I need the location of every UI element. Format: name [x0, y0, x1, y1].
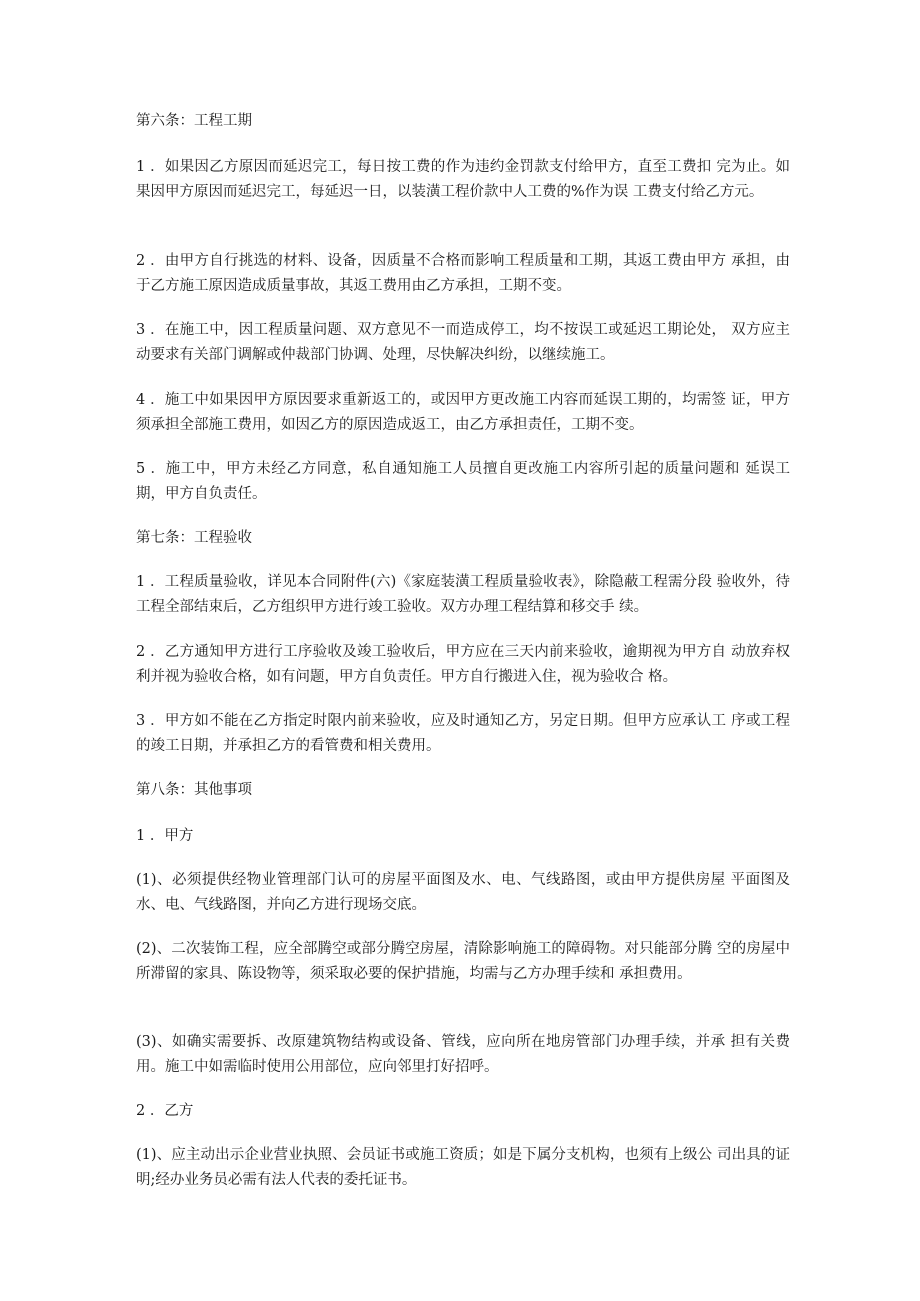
- clause-8-1-item-2: (2)、二次装饰工程，应全部腾空或部分腾空房屋，清除影响施工的障碍物。对只能部分腾 空的房屋中所滞留的家具、陈设物等，须采取必要的保护措施，均需与乙方办理手续和 承担费用。: [136, 941, 790, 982]
- section-heading-8: 第八条：其他事项: [136, 782, 252, 798]
- clause-8-1-item-1: (1)、必须提供经物业管理部门认可的房屋平面图及水、电、气线路图，或由甲方提供房屋 平面图及水、电、气线路图，并向乙方进行现场交底。: [136, 872, 790, 913]
- clause-7-1: 1 ．工程质量验收，详见本合同附件(六)《家庭装潢工程质量验收表》，除隐蔽工程需分段 验收外，待工程全部结束后，乙方组织甲方进行竣工验收。双方办理工程结算和移交手 续。: [136, 574, 790, 615]
- clause-8-2-title: 2 ．乙方: [136, 1103, 194, 1119]
- clause-6-2: 2 ．由甲方自行挑选的材料、设备，因质量不合格而影响工程质量和工期，其返工费由甲方 承担，由于乙方施工原因造成质量事故，其返工费用由乙方承担，工期不变。: [136, 253, 790, 294]
- section-heading-6: 第六条：工程工期: [136, 113, 252, 129]
- clause-8-1-title: 1 ．甲方: [136, 828, 194, 844]
- clause-6-5: 5 ．施工中，甲方未经乙方同意，私自通知施工人员擅自更改施工内容所引起的质量问题和 延误工期，甲方自负责任。: [136, 461, 790, 502]
- clause-8-2-item-1: (1)、应主动出示企业营业执照、会员证书或施工资质；如是下属分支机构，也须有上级公 司出具的证明;经办业务员必需有法人代表的委托证书。: [136, 1147, 790, 1188]
- clause-7-2: 2 ．乙方通知甲方进行工序验收及竣工验收后，甲方应在三天内前来验收，逾期视为甲方自 动放弃权利并视为验收合格，如有问题，甲方自负责任。甲方自行搬进入住，视为验收合 格。: [136, 644, 790, 685]
- clause-6-1: 1 ．如果因乙方原因而延迟完工，每日按工费的作为违约金罚款支付给甲方，直至工费扣 完为止。如果因甲方原因而延迟完工，每延迟一日，以装潢工程价款中人工费的%作为误 工费支付给乙方元。: [136, 159, 790, 200]
- clause-7-3: 3 ．甲方如不能在乙方指定时限内前来验收，应及时通知乙方，另定日期。但甲方应承认工 序或工程的竣工日期，并承担乙方的看管费和相关费用。: [136, 713, 790, 754]
- clause-6-4: 4 ．施工中如果因甲方原因要求重新返工的，或因甲方更改施工内容而延误工期的，均需签 证，甲方须承担全部施工费用，如因乙方的原因造成返工，由乙方承担责任，工期不变。: [136, 392, 790, 433]
- clause-8-1-item-3: (3)、如确实需要拆、改原建筑物结构或设备、管线，应向所在地房管部门办理手续，并承 担有关费用。施工中如需临时使用公用部位，应向邻里打好招呼。: [136, 1034, 790, 1075]
- section-heading-7: 第七条：工程验收: [136, 530, 252, 546]
- clause-6-3: 3 ．在施工中，因工程质量问题、双方意见不一而造成停工，均不按误工或延迟工期论处， 双方应主动要求有关部门调解或仲裁部门协调、处理，尽快解决纠纷，以继续施工。: [136, 322, 790, 363]
